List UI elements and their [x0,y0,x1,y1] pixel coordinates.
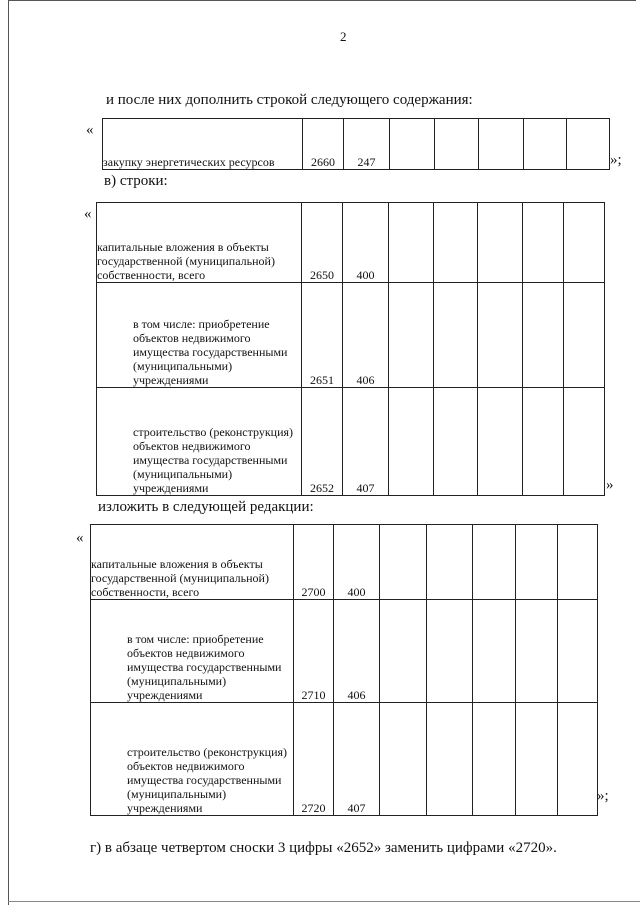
row-label: в том числе: приобретение объектов недвижимого имущества государственными (муниципальными) учреждениями [91,600,294,703]
line-code: 2700 [294,525,334,600]
row-label: строительство (реконструкция) объектов недвижимого имущества государственными (муниципальными) учреждениями [91,703,294,816]
empty-cell [427,525,473,600]
empty-cell [567,119,610,170]
table1-close-quote: »; [610,152,622,168]
item-g-paragraph: г) в абзаце четвертом сноски 3 цифры «2652» заменить цифрами «2720». [90,840,557,856]
empty-cell [523,388,564,496]
empty-cell [435,119,479,170]
empty-cell [516,600,558,703]
empty-cell [523,283,564,388]
kbk-code: 406 [334,600,380,703]
row-label: капитальные вложения в объекты государственной (муниципальной) собственности, всего [91,525,294,600]
empty-cell [389,388,434,496]
empty-cell [558,525,598,600]
kbk-code: 407 [343,388,389,496]
empty-cell [564,203,605,283]
line-code: 2720 [294,703,334,816]
table-row [91,703,598,816]
empty-cell [380,600,427,703]
kbk-code: 406 [343,283,389,388]
empty-cell [389,283,434,388]
table1 [102,118,610,170]
empty-cell [473,600,516,703]
row-label: в том числе: приобретение объектов недвижимого имущества государственными (муниципальными) учреждениями [97,283,302,388]
kbk-code: 400 [334,525,380,600]
table2 [96,202,605,496]
empty-cell [427,600,473,703]
empty-cell [434,203,478,283]
empty-cell [473,703,516,816]
table3-close-quote: »; [597,788,609,804]
page-number: 2 [340,29,347,44]
table3-open-quote: « [76,530,84,546]
edit-paragraph: изложить в следующей редакции: [98,499,314,515]
scan-edge-left [8,0,9,905]
empty-cell [524,119,567,170]
empty-cell [380,525,427,600]
empty-cell [478,283,523,388]
table-row [97,283,605,388]
table2-close-quote: » [606,477,614,493]
empty-cell [516,525,558,600]
intro-paragraph: и после них дополнить строкой следующего содержания: [106,92,473,108]
empty-cell [479,119,524,170]
kbk-code: 247 [344,119,390,170]
kbk-code: 407 [334,703,380,816]
empty-cell [434,283,478,388]
table1-open-quote: « [86,122,94,138]
empty-cell [427,703,473,816]
empty-cell [473,525,516,600]
line-code: 2651 [302,283,343,388]
table-row [91,600,598,703]
scan-edge-top [8,0,636,1]
empty-cell [380,703,427,816]
table2-open-quote: « [84,206,92,222]
empty-cell [516,703,558,816]
line-code: 2660 [303,119,344,170]
empty-cell [564,283,605,388]
table-row [97,203,605,283]
item-v-paragraph: в) строки: [104,173,168,189]
row-label: строительство (реконструкция) объектов недвижимого имущества государственными (муниципальными) учреждениями [97,388,302,496]
empty-cell [434,388,478,496]
empty-cell [523,203,564,283]
line-code: 2652 [302,388,343,496]
empty-cell [389,203,434,283]
empty-cell [390,119,435,170]
table-row [91,525,598,600]
table-row [103,119,610,170]
line-code: 2650 [302,203,343,283]
empty-cell [478,388,523,496]
table3 [90,524,598,816]
row-label: капитальные вложения в объекты государственной (муниципальной) собственности, всего [97,203,302,283]
empty-cell [558,703,598,816]
row-label: закупку энергетических ресурсов [103,119,303,170]
empty-cell [558,600,598,703]
kbk-code: 400 [343,203,389,283]
line-code: 2710 [294,600,334,703]
scan-edge-bottom [8,901,640,902]
table-row [97,388,605,496]
empty-cell [564,388,605,496]
empty-cell [478,203,523,283]
